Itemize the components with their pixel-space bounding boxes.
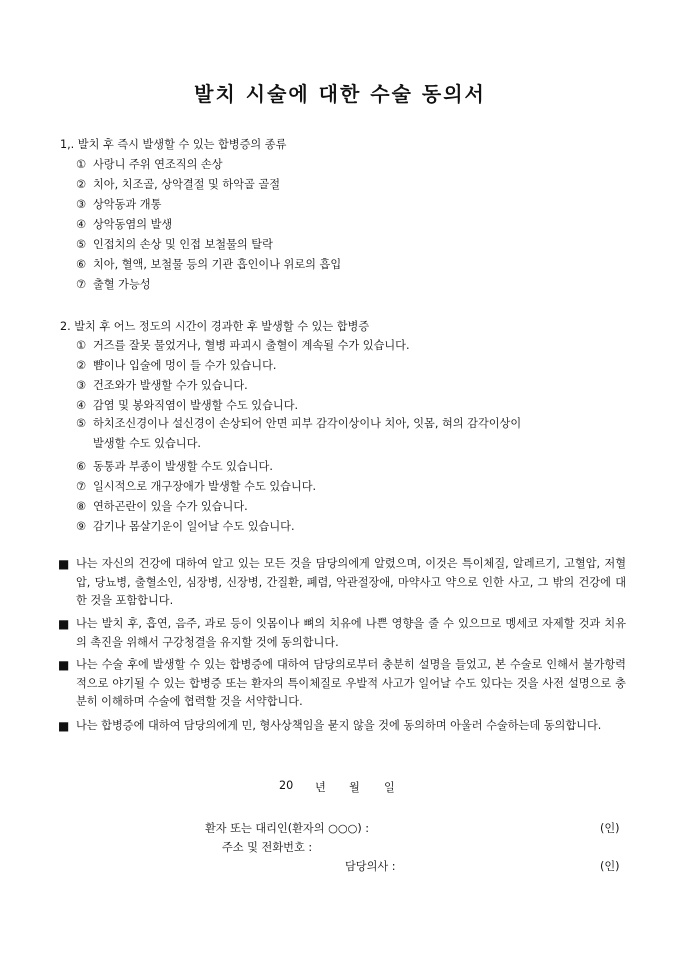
list-item: ④ 상악동염의 발생	[76, 218, 173, 231]
section1-title: 1,. 발치 후 즉시 발생할 수 있는 합병증의 종류	[60, 138, 287, 151]
square-bullet-icon: ■	[58, 719, 70, 733]
list-item: ② 치아, 치조골, 상악결절 및 하악골 골절	[76, 178, 281, 191]
patient-signature-label: 환자 또는 대리인(환자의 ○○○) :	[205, 822, 370, 835]
list-item: ⑥ 동통과 부종이 발생할 수도 있습니다.	[76, 460, 273, 473]
document-title: 발치 시술에 대한 수술 동의서	[194, 82, 486, 106]
declaration-paragraph: ■ 나는 합병증에 대하여 담당의에게 민, 형사상책임을 묻지 않을 것에 동의하며 아울러 수술하는데 동의합니다.	[58, 717, 626, 736]
list-item: ⑤ 인접치의 손상 및 인접 보철물의 탈락	[76, 238, 273, 251]
list-item: ⑥ 치아, 혈액, 보철물 등의 기관 흡인이나 위로의 흡입	[76, 258, 342, 271]
date-month-unit: 월	[349, 781, 360, 794]
declaration-paragraph: ■ 나는 수술 후에 발생할 수 있는 합병증에 대하여 담당의로부터 충분히 설명을 들었고, 본 수술로 인해서 불가항력적으로 야기될 수 있는 합병증 또는 환자의 특이체질로 우발적 사고가 일어날 수도 있다는 것을 사전 설명으로 충분히 이해하며 수술에 협력할 것을 서약합니다.	[58, 658, 626, 708]
section2-title: 2. 발치 후 어느 정도의 시간이 경과한 후 발생할 수 있는 합병증	[60, 320, 370, 333]
address-label: 주소 및 전화번호 :	[222, 841, 313, 854]
list-item-continuation: 발생할 수도 있습니다.	[93, 437, 201, 450]
list-item: ⑦ 일시적으로 개구장애가 발생할 수도 있습니다.	[76, 480, 317, 493]
list-item: ⑨ 감기나 몸살기운이 일어날 수도 있습니다.	[76, 520, 295, 533]
list-item: ① 거즈를 잘못 물었거나, 혈병 파괴시 출혈이 계속될 수가 있습니다.	[76, 339, 410, 352]
list-item: ⑤ 하치조신경이나 설신경이 손상되어 안면 피부 감각이상이나 치아, 잇몸, 혀의 감각이상이 발생할 수도 있습니다.	[76, 414, 636, 454]
doctor-signature-label: 담당의사 :	[345, 860, 396, 873]
list-item: ⑦ 출혈 가능성	[76, 278, 151, 291]
square-bullet-icon: ■	[58, 617, 70, 631]
list-item: ③ 건조와가 발생할 수가 있습니다.	[76, 379, 248, 392]
list-item: ⑧ 연하곤란이 있을 수가 있습니다.	[76, 500, 248, 513]
list-item: ② 뺨이나 입술에 멍이 들 수가 있습니다.	[76, 359, 277, 372]
declaration-paragraph: ■ 나는 자신의 건강에 대하여 알고 있는 모든 것을 담당의에게 알렸으며, 이것은 특이체질, 알레르기, 고혈압, 저혈압, 당뇨병, 출혈소인, 심장병, 신장병, 간질환, 폐렴, 악관절장애, 마약사고 약으로 인한 사고, 그 밖의 건강에 대한 것을 포함합니다.	[58, 557, 626, 607]
list-item: ① 사랑니 주위 연조직의 손상	[76, 158, 223, 171]
list-item: ③ 상악동과 개통	[76, 198, 162, 211]
date-year-unit: 년	[315, 781, 326, 794]
date-year: 20	[279, 779, 294, 792]
list-item: ④ 감염 및 봉와직염이 발생할 수도 있습니다.	[76, 399, 299, 412]
declaration-paragraph: ■ 나는 발치 후, 흡연, 음주, 과로 등이 잇몸이나 뼈의 치유에 나쁜 영향을 줄 수 있으므로 멩세코 자제할 것과 치유의 촉진을 위해서 구강청결을 유지할 것에 동의합니다.	[58, 617, 626, 649]
square-bullet-icon: ■	[58, 557, 70, 571]
patient-seal: (인)	[600, 822, 620, 835]
date-day-unit: 일	[384, 781, 395, 794]
square-bullet-icon: ■	[58, 658, 70, 672]
doctor-seal: (인)	[600, 860, 620, 873]
